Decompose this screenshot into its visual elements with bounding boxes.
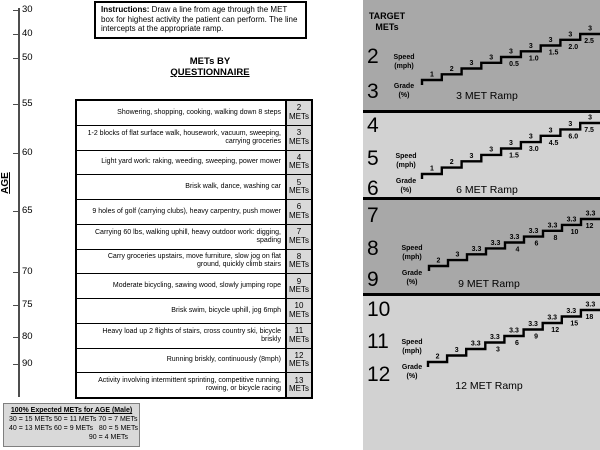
- met-unit: METs: [289, 235, 309, 245]
- ramp-stair-svg: [363, 200, 600, 293]
- met-value-cell: [285, 324, 311, 348]
- target-met-number: 5: [367, 147, 379, 170]
- step-grade-label: 4.5: [548, 139, 559, 147]
- table-row: [77, 151, 311, 176]
- target-met-number: 11: [367, 330, 389, 353]
- met-number: 13: [294, 375, 304, 385]
- step-speed-label: 3: [469, 60, 474, 67]
- step-grade-label: 1.5: [548, 49, 559, 57]
- step-grade-label: 9: [534, 333, 539, 341]
- legend-line: 90 = 4 METs: [88, 434, 128, 441]
- step-grade-label: 6: [515, 340, 519, 347]
- step-speed-label: 3: [528, 133, 533, 141]
- met-number: 8: [296, 251, 302, 261]
- age-tick: [13, 58, 19, 59]
- grade-axis-label-unit: (%): [406, 372, 418, 380]
- step-speed-label: 3.3: [547, 314, 558, 322]
- met-value-cell: [285, 175, 311, 199]
- questionnaire-title-line2: QUESTIONNAIRE: [170, 67, 250, 78]
- step-speed-label: 3.3: [490, 239, 501, 247]
- met-value-cell: [285, 101, 311, 125]
- age-tick-label: 70: [22, 266, 33, 277]
- activity-cell: Brisk walk, dance, washing car: [185, 183, 281, 191]
- step-speed-label: 3.3: [490, 334, 500, 341]
- step-speed-label: 3: [568, 120, 573, 128]
- met-number: 6: [296, 202, 302, 212]
- activity-cell: Carry groceries upstairs, move furniture, slow jog on flat ground, quickly climb stairs: [107, 253, 281, 269]
- step-speed-label: 3: [509, 140, 513, 147]
- activity-cell: Showering, shopping, cooking, walking down 8 steps: [117, 108, 281, 116]
- met-number: 7: [296, 227, 302, 237]
- met-unit: METs: [289, 260, 309, 270]
- step-speed-label: 3: [548, 37, 553, 44]
- activity-cell: Activity involving intermittent sprinting, competitive running, rowing, or bicycle racing: [98, 377, 281, 393]
- age-tick-label: 60: [22, 147, 33, 158]
- ramp-caption: 12 MET Ramp: [455, 380, 523, 392]
- met-unit: METs: [289, 359, 309, 369]
- table-row: [77, 126, 311, 151]
- age-axis-line: [18, 8, 20, 397]
- step-speed-label: 3.3: [547, 222, 558, 230]
- step-speed-label: 3: [588, 25, 593, 33]
- age-axis-title: AGE: [0, 172, 11, 194]
- step-speed-label: 3: [588, 114, 593, 122]
- age-tick: [13, 104, 19, 105]
- step-grade-label: 3: [495, 346, 500, 354]
- met-number: 3: [296, 128, 302, 138]
- ramp-caption: 9 MET Ramp: [458, 278, 520, 290]
- grade-axis-label-text: Grade: [401, 364, 423, 371]
- instructions-label: Instructions:: [101, 5, 150, 14]
- activity-cell: Brisk swim, bicycle uphill, jog 6mph: [171, 306, 281, 314]
- stair-line: [422, 120, 600, 179]
- age-tick: [13, 272, 19, 273]
- step-grade-label: 6: [534, 240, 539, 248]
- met-unit: METs: [289, 136, 309, 146]
- step-grade-label: 1.0: [528, 55, 539, 63]
- legend-line: 40 = 13 METs 60 = 9 METs 80 = 5 METs: [9, 425, 138, 432]
- ramp-caption: 3 MET Ramp: [456, 90, 518, 102]
- met-unit: METs: [289, 285, 309, 295]
- met-unit: METs: [289, 186, 309, 196]
- step-speed-label: 3: [469, 152, 474, 160]
- activity-cell: 1-2 blocks of flat surface walk, housework, vacuum, sweeping, carrying groceries: [87, 129, 281, 145]
- table-row: [77, 250, 311, 275]
- activity-cell: Carrying 60 lbs, walking uphill, heavy outdoor work: digging, spading: [95, 228, 281, 244]
- step-speed-label: 3: [489, 146, 494, 154]
- legend-line: 30 = 15 METs 50 = 11 METs 70 = 7 METs: [9, 416, 138, 423]
- step-grade-label: 7.5: [584, 127, 594, 134]
- ramp-stair-svg: [363, 0, 600, 110]
- age-tick: [13, 10, 19, 11]
- target-met-number: 8: [367, 237, 379, 260]
- step-speed-label: 3.3: [566, 308, 577, 315]
- met-unit: METs: [289, 309, 309, 319]
- met-value-cell: [285, 373, 311, 397]
- target-met-number: 7: [367, 204, 379, 227]
- ramp-panel-6-met-ramp: [363, 113, 600, 200]
- ramp-stair-svg: [363, 296, 600, 450]
- met-unit: METs: [289, 334, 309, 344]
- step-speed-label: 2: [435, 353, 440, 361]
- step-speed-label: 3: [509, 48, 513, 56]
- age-tick-label: 65: [22, 205, 33, 216]
- step-grade-label: 12: [585, 223, 594, 230]
- table-row: [77, 225, 311, 250]
- speed-axis-label-unit: (mph): [396, 161, 416, 169]
- step-speed-label: 1: [429, 165, 434, 173]
- age-tick: [13, 364, 19, 365]
- table-row: [77, 324, 311, 349]
- met-value-cell: [285, 250, 311, 274]
- expected-mets-legend: [3, 403, 140, 447]
- legend-title: 100% Expected METs for AGE (Male): [10, 407, 133, 414]
- stair-line: [429, 219, 600, 271]
- activity-cell: 9 holes of golf (carrying clubs), heavy carpentry, push mower: [92, 207, 281, 215]
- step-speed-label: 3.3: [585, 210, 596, 218]
- instructions-box: [94, 1, 307, 39]
- activity-cell: Running briskly, continuously (8mph): [166, 356, 281, 364]
- met-value-cell: [285, 299, 311, 323]
- met-number: 11: [294, 326, 304, 336]
- met-unit: METs: [289, 210, 309, 220]
- speed-axis-label-unit: (mph): [394, 62, 414, 70]
- step-speed-label: 3.3: [566, 216, 577, 224]
- target-met-number: 3: [367, 80, 379, 103]
- step-grade-label: 2.5: [584, 38, 594, 45]
- step-grade-label: 0.5: [509, 61, 519, 68]
- met-value-cell: [285, 126, 311, 150]
- target-met-number: 6: [367, 177, 379, 200]
- step-grade-label: 3.0: [528, 146, 539, 154]
- grade-axis-label-text: Grade: [393, 83, 415, 90]
- ramp-caption: 6 MET Ramp: [456, 184, 518, 196]
- met-value-cell: [285, 151, 311, 175]
- questionnaire-title: [120, 56, 300, 78]
- target-met-number: 9: [367, 268, 379, 291]
- met-unit: METs: [289, 111, 309, 121]
- ramp-panel-9-met-ramp: [363, 200, 600, 296]
- age-tick-label: 55: [22, 98, 33, 109]
- step-speed-label: 2: [449, 65, 454, 73]
- activity-cell: Heavy load up 2 flights of stairs, cross country ski, bicycle briskly: [102, 327, 281, 343]
- age-tick: [13, 153, 19, 154]
- target-met-number: 12: [367, 363, 391, 386]
- age-tick-label: 75: [22, 299, 33, 310]
- instructions-text: Draw a line from age through the MET box for highest activity the patient can perform. The line intercepts at the appropriate ramp.: [101, 5, 298, 34]
- met-number: 10: [294, 301, 304, 311]
- met-value-cell: [285, 274, 311, 298]
- table-row: [77, 349, 311, 374]
- speed-axis-label-text: Speed: [401, 245, 423, 252]
- step-grade-label: 2.0: [568, 43, 579, 51]
- table-row: [77, 101, 311, 126]
- step-speed-label: 3: [455, 251, 460, 259]
- speed-axis-label-text: Speed: [401, 339, 423, 346]
- grade-axis-label-text: Grade: [401, 270, 423, 277]
- stair-line: [422, 34, 600, 85]
- met-number: 4: [296, 152, 302, 162]
- step-speed-label: 3.3: [509, 327, 519, 335]
- target-mets-header-line1: TARGET: [368, 11, 406, 21]
- target-met-number: 10: [367, 298, 391, 321]
- met-value-cell: [285, 225, 311, 249]
- step-grade-label: 15: [570, 320, 579, 328]
- step-speed-label: 3.3: [509, 234, 520, 241]
- target-mets-header-line2: METs: [375, 22, 399, 32]
- met-number: 5: [296, 177, 302, 187]
- ramp-stair-svg: [363, 113, 600, 200]
- table-row: [77, 175, 311, 200]
- step-speed-label: 3.3: [470, 340, 481, 348]
- step-grade-label: 12: [551, 327, 560, 334]
- age-tick-label: 80: [22, 331, 33, 342]
- table-row: [77, 200, 311, 225]
- activity-cell: Moderate bicycling, sawing wood, slowly jumping rope: [112, 282, 281, 290]
- step-speed-label: 2: [449, 159, 454, 167]
- step-grade-label: 6.0: [568, 133, 579, 141]
- age-tick-label: 50: [22, 52, 33, 63]
- met-value-cell: [285, 200, 311, 224]
- step-speed-label: 3.3: [528, 321, 538, 328]
- step-speed-label: 3: [454, 347, 459, 354]
- step-speed-label: 3.3: [528, 228, 539, 236]
- step-grade-label: 18: [585, 314, 594, 321]
- step-grade-label: 4: [515, 246, 520, 254]
- questionnaire-title-line1: METs BY: [189, 56, 231, 67]
- table-row: [77, 299, 311, 324]
- speed-axis-label-text: Speed: [395, 153, 417, 160]
- speed-axis-label-text: Speed: [393, 54, 415, 61]
- age-tick: [13, 211, 19, 212]
- ramp-panel-3-met-ramp: [363, 0, 600, 113]
- step-speed-label: 1: [429, 71, 434, 79]
- met-number: 9: [296, 276, 302, 286]
- met-value-cell: [285, 349, 311, 373]
- ramp-panel-12-met-ramp: [363, 296, 600, 450]
- step-grade-label: 1.5: [509, 152, 519, 160]
- grade-axis-label-unit: (%): [406, 278, 418, 286]
- age-tick-label: 40: [22, 28, 33, 39]
- target-met-number: 2: [367, 45, 379, 68]
- age-tick: [13, 305, 19, 306]
- stair-line: [428, 310, 600, 367]
- age-tick: [13, 337, 19, 338]
- met-number: 2: [296, 103, 302, 113]
- grade-axis-label-unit: (%): [398, 91, 410, 99]
- grade-axis-label-unit: (%): [400, 186, 412, 194]
- step-grade-label: 8: [553, 234, 558, 242]
- step-speed-label: 3: [548, 127, 553, 135]
- step-speed-label: 3: [489, 54, 494, 62]
- table-row: [77, 274, 311, 299]
- age-tick: [13, 34, 19, 35]
- age-tick-label: 90: [22, 358, 33, 369]
- table-row: [77, 373, 311, 397]
- speed-axis-label-unit: (mph): [402, 253, 422, 261]
- step-speed-label: 3: [528, 42, 533, 50]
- step-speed-label: 3.3: [471, 245, 482, 253]
- speed-axis-label-unit: (mph): [402, 347, 422, 355]
- step-speed-label: 3: [568, 31, 573, 39]
- met-unit: METs: [289, 161, 309, 171]
- met-unit: METs: [289, 384, 309, 394]
- age-tick-label: 30: [22, 4, 33, 15]
- step-grade-label: 10: [570, 228, 579, 236]
- step-speed-label: 3.3: [585, 301, 596, 309]
- grade-axis-label-text: Grade: [395, 178, 417, 185]
- target-met-number: 4: [367, 114, 379, 137]
- met-activity-table: [75, 99, 313, 399]
- step-speed-label: 2: [436, 257, 441, 265]
- met-number: 12: [294, 350, 304, 360]
- activity-cell: Light yard work: raking, weeding, sweeping, power mower: [101, 158, 281, 166]
